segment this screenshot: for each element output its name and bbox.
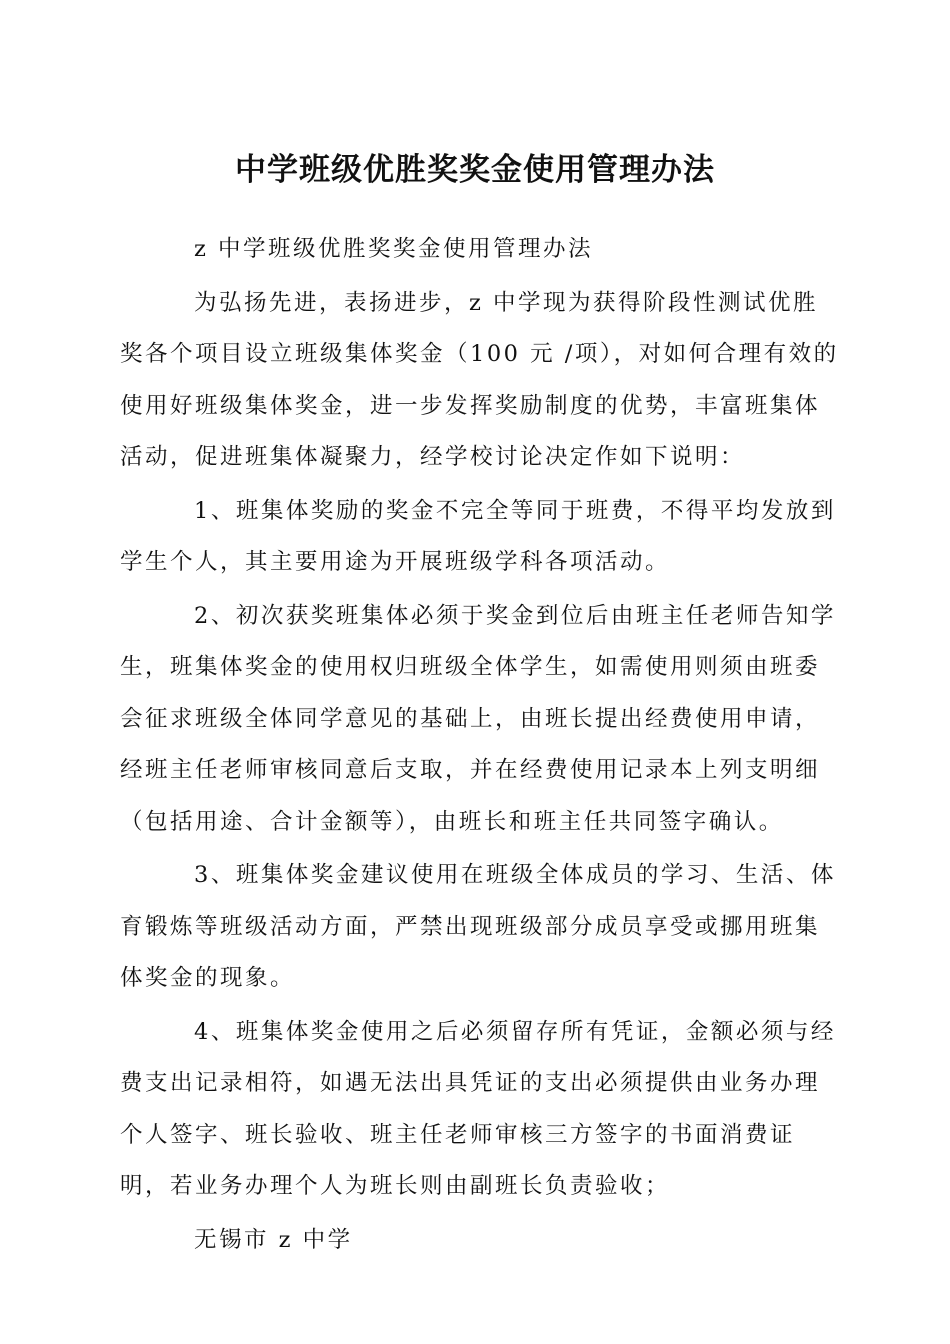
item-paragraph-1: 1、班集体奖励的奖金不完全等同于班费，不得平均发放到学生个人，其主要用途为开展班级学科各项活动。 [120, 497, 836, 575]
intro-paragraph: 为弘扬先进，表扬进步，z 中学现为获得阶段性测试优胜奖各个项目设立班级集体奖金（100 元 /项），对如何合理有效的使用好班级集体奖金，进一步发挥奖励制度的优势，丰富班集体活动，促进班集体凝聚力，经学校讨论决定作如下说明： [120, 289, 839, 470]
signature: 无锡市 z 中学 [194, 1226, 353, 1253]
document-body [120, 224, 840, 1266]
item-paragraph-4: 4、班集体奖金使用之后必须留存所有凭证，金额必须与经费支出记录相符，如遇无法出具凭证的支出必须提供由业务办理个人签字、班长验收、班主任老师审核三方签字的书面消费证明，若业务办理个人为班长则由副班长负责验收； [120, 1018, 836, 1199]
document-subtitle: z 中学班级优胜奖奖金使用管理办法 [194, 236, 594, 262]
document-title: 中学班级优胜奖奖金使用管理办法 [235, 152, 715, 188]
item-paragraph-2: 2、初次获奖班集体必须于奖金到位后由班主任老师告知学生，班集体奖金的使用权归班级全体学生，如需使用则须由班委会征求班级全体同学意见的基础上，由班长提出经费使用申请，经班主任老师审核同意后支取，并在经费使用记录本上列支明细（包括用途、合计金额等），由班长和班主任共同签字确认。 [120, 602, 836, 835]
item-paragraph-3: 3、班集体奖金建议使用在班级全体成员的学习、生活、体育锻炼等班级活动方面，严禁出现班级部分成员享受或挪用班集体奖金的现象。 [120, 862, 836, 991]
